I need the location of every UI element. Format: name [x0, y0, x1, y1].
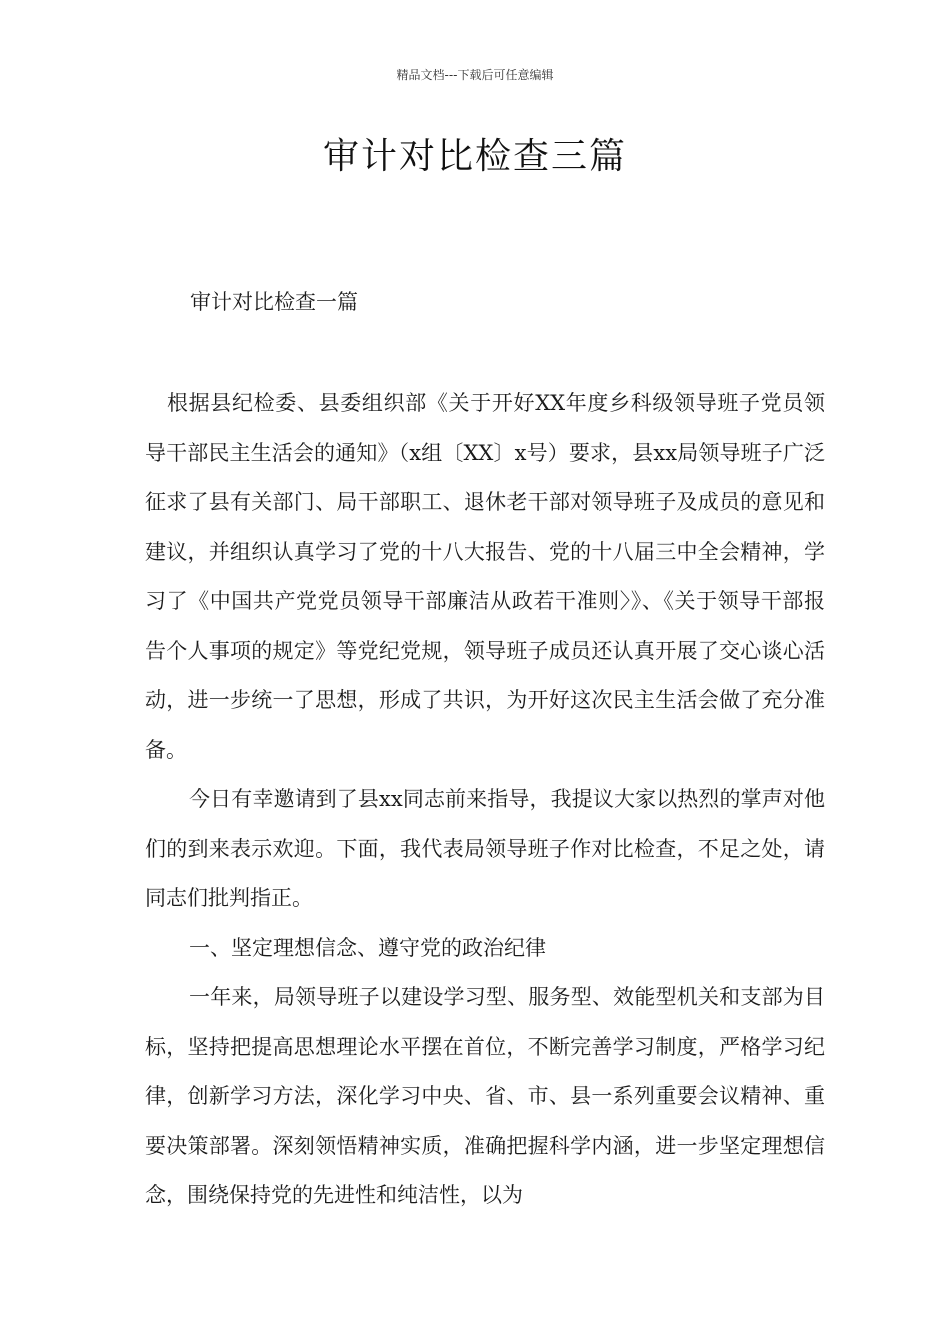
header-note: 精品文档---下载后可任意编辑	[396, 68, 554, 82]
paragraph-welcome: 今日有幸邀请到了县xx同志前来指导，我提议大家以热烈的掌声对他们的到来表示欢迎。下面，我代表局领导班子作对比检查，不足之处，请同志们批判指正。	[145, 787, 825, 910]
paragraph-heading-1: 一、坚定理想信念、遵守党的政治纪律	[189, 935, 546, 960]
paragraph-study: 一年来，局领导班子以建设学习型、服务型、效能型机关和支部为目标，坚持把提高思想理论水平摆在首位，不断完善学习制度，严格学习纪律，创新学习方法，深化学习中央、省、市、县一系列重要会议精神、重要决策部署。深刻领悟精神实质，准确把握科学内涵，进一步坚定理想信念，围绕保持党的先进性和纯洁性，以为	[145, 985, 825, 1207]
paragraph-intro: 根据县纪检委、县委组织部《关于开好XX年度乡科级领导班子党员领导干部民主生活会的通知》（x组〔XX〕x号）要求，县xx局领导班子广泛征求了县有关部门、局干部职工、退休老干部对领导班子及成员的意见和建议，并组织认真学习了党的十八大报告、党的十八届三中全会精神，学习了《中国共产党党员领导干部廉洁从政若干准则〉》、《关于领导干部报告个人事项的规定》等党纪党规，领导班子成员还认真开展了交心谈心活动，进一步统一了思想，形成了共识，为开好这次民主生活会做了充分准备。	[145, 391, 825, 762]
document-title: 审计对比检查三篇	[322, 136, 627, 177]
body-text	[145, 379, 825, 1221]
section-title: 审计对比检查一篇	[190, 290, 358, 314]
